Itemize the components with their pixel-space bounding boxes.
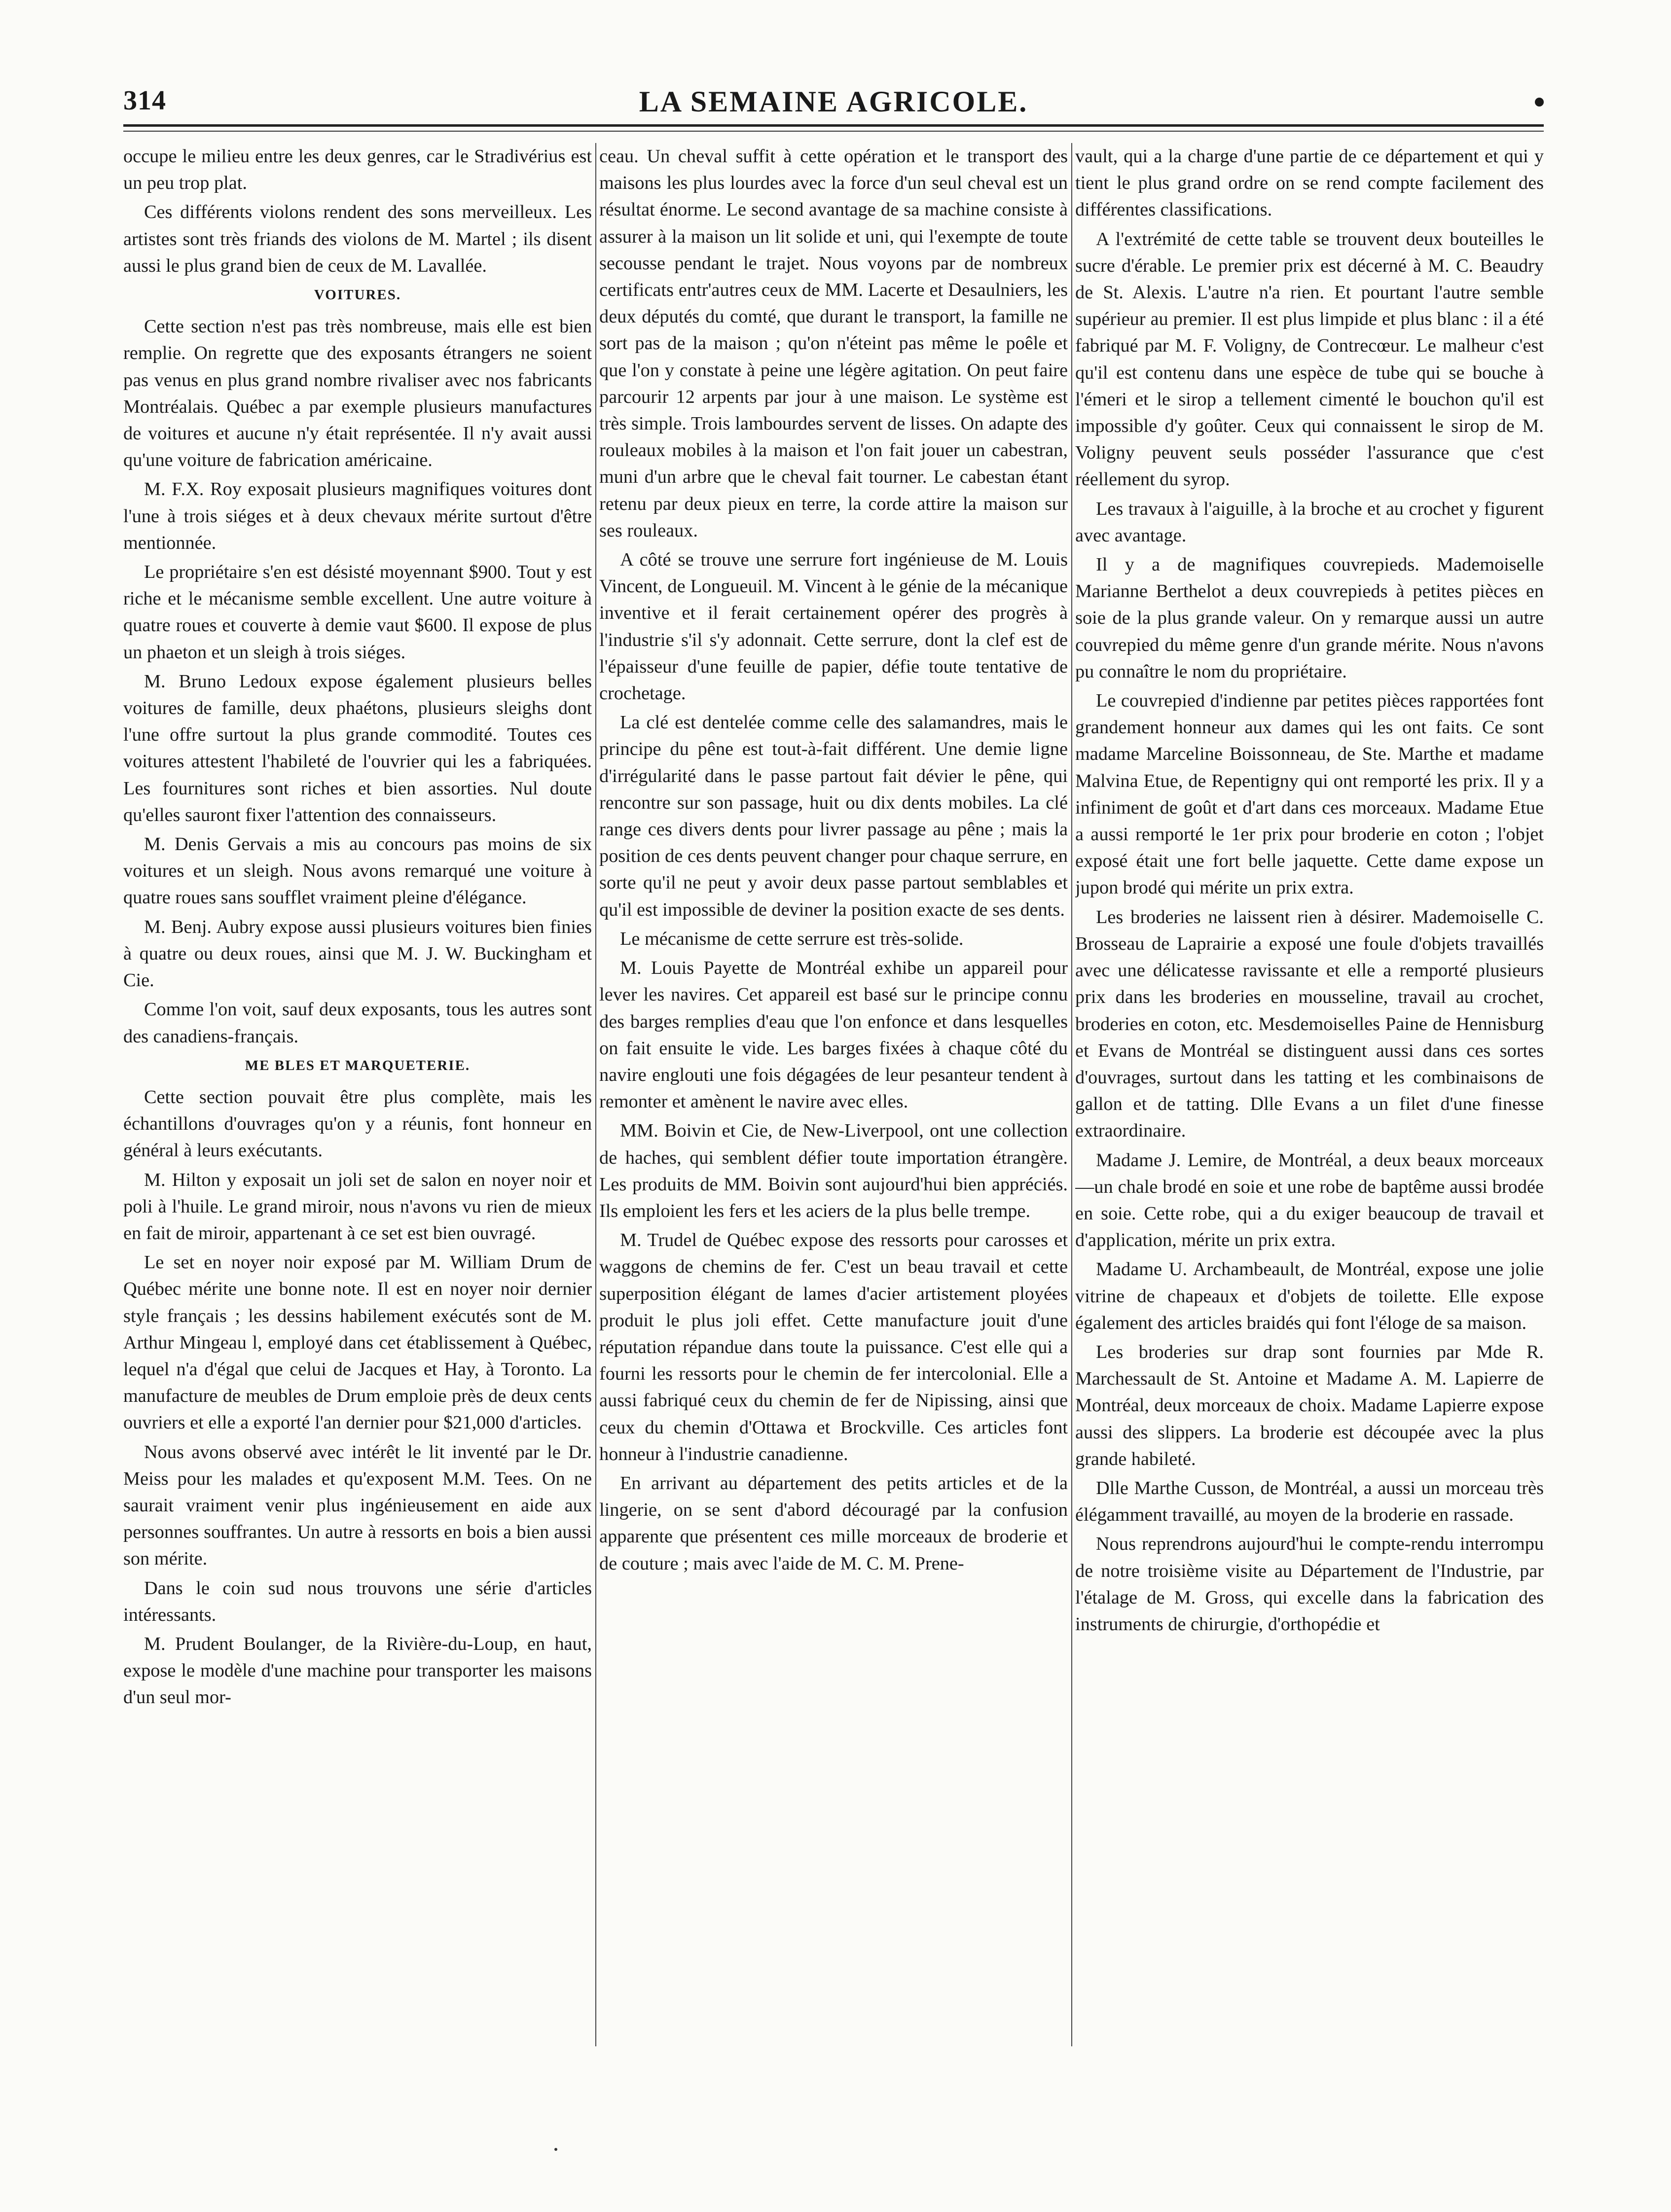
article-column-2 — [599, 143, 1068, 2135]
paragraph: Ces différents violons rendent des sons merveilleux. Les artistes sont très friands des violons de M. Martel ; ils disent aussi le plus grand bien de ceux de M. Lavallée. — [123, 202, 592, 276]
paragraph: Le set en noyer noir exposé par M. William Drum de Québec mérite une bonne note. Il est en noyer noir dernier style français ; les dessins habilement exécutés sont de M. Arthur Mingeau l, employé dans cet établissement à Québec, lequel n'a d'égal que celui de Jacques et Hay, à Toronto. La manufacture de meubles de Drum emploie près de deux cents ouvriers et elle a exporté l'an dernier pour $21,000 d'articles. — [123, 1252, 592, 1433]
paragraph: M. Trudel de Québec expose des ressorts pour carosses et waggons de chemins de fer. C'est un beau travail et cette superposition élégant de lames d'acier artistement ployées produit le plus joli effet. Cette manufacture jouit d'une réputation répandue dans toute la puissance. C'est elle qui a fourni les ressorts pour le chemin de fer intercolonial. Elle a aussi fabriqué ceux du chemin de fer de Nipissing, ainsi que ceux du chemin d'Ottawa et Brockville. Ces articles font honneur à l'industrie canadienne. — [599, 1230, 1068, 1464]
header-rule-thin — [123, 131, 1544, 132]
column-divider-1 — [595, 143, 596, 2046]
paragraph: Nous avons observé avec intérêt le lit inventé par le Dr. Meiss pour les malades et qu'exposent M.M. Tees. On ne saurait vraiment venir plus ingénieusement en aide aux personnes souffrantes. Un autre à ressorts en bois a bien aussi son mérite. — [123, 1441, 592, 1570]
paragraph: ceau. Un cheval suffit à cette opération et le transport des maisons les plus lourdes avec la force d'un seul cheval est un résultat énorme. Le second avantage de sa machine consiste à assurer à la maison un lit solide et uni, qui l'exempte de toute secousse pendant le trajet. Nous voyons par de nombreux certificats entr'autres ceux de MM. Lacerte et Desaulniers, les deux députés du comté, que durant le transport, la famille ne sort pas de la maison ; qu'on n'éteint pas même le poêle et que l'on y constate à peine une légère agitation. On peut faire parcourir 12 arpents par jour à une maison. Le système est très simple. Trois lambourdes servent de lisses. On adapte des rouleaux mobiles à la maison et l'on fait jouer un cabestran, muni d'un arbre que le cheval fait tourner. Le cabestan étant retenu par deux pieux en terre, la corde attire la maison sur ses rouleaux. — [599, 146, 1068, 541]
paragraph: Dlle Marthe Cusson, de Montréal, a aussi un morceau très élégamment travaillé, au moyen de la broderie en rassade. — [1075, 1477, 1544, 1526]
paragraph: occupe le milieu entre les deux genres, car le Stradivérius est un peu trop plat. — [123, 146, 592, 194]
paragraph: Nous reprendrons aujourd'hui le compte-rendu interrompu de notre troisième visite au Département de l'Industrie, par l'étalage de M. Gross, qui excelle dans la fabrication des instruments de chirurgie, d'orthopédie et — [1075, 1534, 1544, 1635]
paragraph: La clé est dentelée comme celle des salamandres, mais le principe du pêne est tout-à-fait différent. Une demie ligne d'irrégularité dans le passe partout fait dévier le pêne, qui rencontre sur son passage, huit ou dix dents mobiles. La clé range ces divers dents pour livrer passage au pêne ; mais la position de ces dents peuvent changer pour chaque serrure, en sorte qu'il ne peut y avoir deux passe partout semblables et qu'il est impossible de deviner la position exacte de ses dents. — [599, 712, 1068, 920]
paragraph: M. Hilton y exposait un joli set de salon en noyer noir et poli à l'huile. Le grand miroir, nous n'avons vu rien de mieux en fait de miroir, appartenant à ce set est bien ouvragé. — [123, 1169, 592, 1244]
paragraph: Il y a de magnifiques couvrepieds. Mademoiselle Marianne Berthelot a deux couvrepieds à petites pièces en soie de la plus grande valeur. On y remarque aussi un autre couvrepied du même genre d'un grande mérite. Nous n'avons pu connaître le nom du propriétaire. — [1075, 554, 1544, 682]
paragraph: M. Benj. Aubry expose aussi plusieurs voitures bien finies à quatre ou deux roues, ainsi que M. J. W. Buckingham et Cie. — [123, 916, 592, 991]
paragraph: Les broderies ne laissent rien à désirer. Mademoiselle C. Brosseau de Laprairie a exposé une foule d'objets travaillés avec une délicatesse ravissante et elle a remporté plusieurs prix dans les broderies en mousseline, travail au crochet, broderies en coton, etc. Mesdemoiselles Paine de Hennisburg et Evans de Montréal se distinguent aussi dans ces sortes d'ouvrages, surtout dans les tatting et les combinaisons de gallon et de tatting. Dlle Evans a un filet d'une finesse extraordinaire. — [1075, 906, 1544, 1142]
paragraph: M. Bruno Ledoux expose également plusieurs belles voitures de famille, deux phaétons, plusieurs sleighs dont l'une offre surtout la plus grande commodité. Toutes ces voitures attestent l'habileté de l'ouvrier qui les a fabriquées. Les fournitures sont riches et bien assorties. Nul doute qu'elles sauront fixer l'attention des connaisseurs. — [123, 671, 592, 825]
paragraph: Cette section n'est pas très nombreuse, mais elle est bien remplie. On regrette que des exposants étrangers ne soient pas venus en plus grand nombre rivaliser avec nos fabricants Montréalais. Québec a par exemple plusieurs manufactures de voitures et aucune n'y était représentée. Il n'y avait aussi qu'une voiture de fabrication américaine. — [123, 316, 592, 471]
paragraph: M. Prudent Boulanger, de la Rivière-du-Loup, en haut, expose le modèle d'une machine pour transporter les maisons d'un seul mor- — [123, 1633, 592, 1708]
article-column-1 — [123, 143, 592, 2135]
paragraph: Madame J. Lemire, de Montréal, a deux beaux morceaux—un chale brodé en soie et une robe de baptême aussi brodée en soie. Cette robe, qui a du exiger beaucoup de travail et d'application, mérite un prix extra. — [1075, 1149, 1544, 1251]
paragraph: Le mécanisme de cette serrure est très-solide. — [620, 928, 964, 949]
paragraph: M. Denis Gervais a mis au concours pas moins de six voitures et un sleigh. Nous avons remarqué une voiture à quatre roues sans soufflet vraiment pleine d'élégance. — [123, 834, 592, 908]
paragraph: Les broderies sur drap sont fournies par Mde R. Marchessault de St. Antoine et Madame A. M. Lapierre de Montréal, deux morceaux de choix. Madame Lapierre expose aussi des slippers. La broderie est découpée avec la plus grande habileté. — [1075, 1341, 1544, 1469]
paragraph: Comme l'on voit, sauf deux exposants, tous les autres sont des canadiens-français. — [123, 999, 592, 1047]
paragraph: vault, qui a la charge d'une partie de ce département et qui y tient le plus grand ordre on se rend compte facilement des différentes classifications. — [1075, 146, 1544, 220]
paragraph: MM. Boivin et Cie, de New-Liverpool, ont une collection de haches, qui semblent défier toute importation étrangère. Les produits de MM. Boivin sont aujourd'hui bien appréciés. Ils emploient les fers et les aciers de la plus belle trempe. — [599, 1120, 1068, 1221]
journal-title: LA SEMAINE AGRICOLE. — [639, 85, 1028, 118]
header-rule-thick — [123, 124, 1544, 127]
paragraph: Le couvrepied d'indienne par petites pièces rapportées font grandement honneur aux dames qui les ont faits. Ce sont madame Marceline Boissonneau, de Ste. Marthe et madame Malvina Etue, de Repentigny qui ont remporté les prix. Il y a infiniment de goût et d'art dans ces morceaux. Madame Etue a aussi remporté le 1er prix pour broderie en coton ; l'objet exposé était une fort belle jaquette. Cette dame expose un jupon brodé qui mérite un prix extra. — [1075, 690, 1544, 898]
page-speck — [554, 2148, 557, 2151]
paragraph: Les travaux à l'aiguille, à la broche et au crochet y figurent avec avantage. — [1075, 498, 1544, 546]
article-column-3 — [1075, 143, 1544, 2135]
paragraph: Cette section pouvait être plus complète, mais les échantillons d'ouvrages qu'on y a réunis, font honneur en général à leurs exécutants. — [123, 1086, 592, 1161]
paragraph: A côté se trouve une serrure fort ingénieuse de M. Louis Vincent, de Longueuil. M. Vincent à le génie de la mécanique inventive et il ferait certainement opérer des progrès à l'industrie s'il s'y adonnait. Cette serrure, dont la clef est de l'épaisseur d'une feuille de papier, défie toute tentative de crochetage. — [599, 549, 1068, 704]
paragraph: En arrivant au département des petits articles et de la lingerie, on se sent d'abord découragé par la confusion apparente que présentent ces mille morceaux de broderie et de couture ; mais avec l'aide de M. C. M. Prene- — [599, 1472, 1068, 1574]
paragraph: Dans le coin sud nous trouvons une série d'articles intéressants. — [123, 1577, 592, 1625]
header-ornament-dot — [1535, 98, 1544, 107]
paragraph: M. F.X. Roy exposait plusieurs magnifiques voitures dont l'une à trois siéges et à deux chevaux mérite surtout d'être mentionnée. — [123, 479, 592, 553]
section-heading: VOITURES. — [314, 287, 401, 303]
page-header — [123, 85, 1544, 129]
paragraph: Madame U. Archambeault, de Montréal, expose une jolie vitrine de chapeaux et d'objets de toilette. Elle expose également des articles braidés qui font l'éloge de sa maison. — [1075, 1259, 1544, 1333]
section-heading: ME BLES ET MARQUETERIE. — [245, 1057, 471, 1073]
paragraph: A l'extrémité de cette table se trouvent deux bouteilles le sucre d'érable. Le premier prix est décerné à M. C. Beaudry de St. Alexis. L'autre n'a rien. Et pourtant l'autre semble supérieur au premier. Il est plus limpide et plus blanc : il a été fabriqué par M. F. Voligny, de Contrecœur. Le malheur c'est qu'il est contenu dans une espèce de tube qui se bouche à l'émeri et le sirop a tellement cimenté le bouchon qu'il est impossible d'y goûter. Ceux qui connaissent le sirop de M. Voligny peuvent seuls posséder l'assurance que c'est réellement du syrop. — [1075, 228, 1544, 490]
column-divider-2 — [1071, 143, 1072, 2046]
page-number: 314 — [123, 85, 166, 116]
paragraph: Le propriétaire s'en est désisté moyennant $900. Tout y est riche et le mécanisme semble excellent. Une autre voiture à quatre roues et couverte à demie vaut $600. Il expose de plus un phaeton et un sleigh à trois siéges. — [123, 562, 592, 663]
paragraph: M. Louis Payette de Montréal exhibe un appareil pour lever les navires. Cet appareil est basé sur le principe connu des barges remplies d'eau que l'on enfonce et dans lesquelles on fait ensuite le vide. Les barges fixées à chaque côté du navire englouti une fois dégagées de leur pesanteur tendent à remonter et amènent le navire avec elles. — [599, 958, 1068, 1112]
